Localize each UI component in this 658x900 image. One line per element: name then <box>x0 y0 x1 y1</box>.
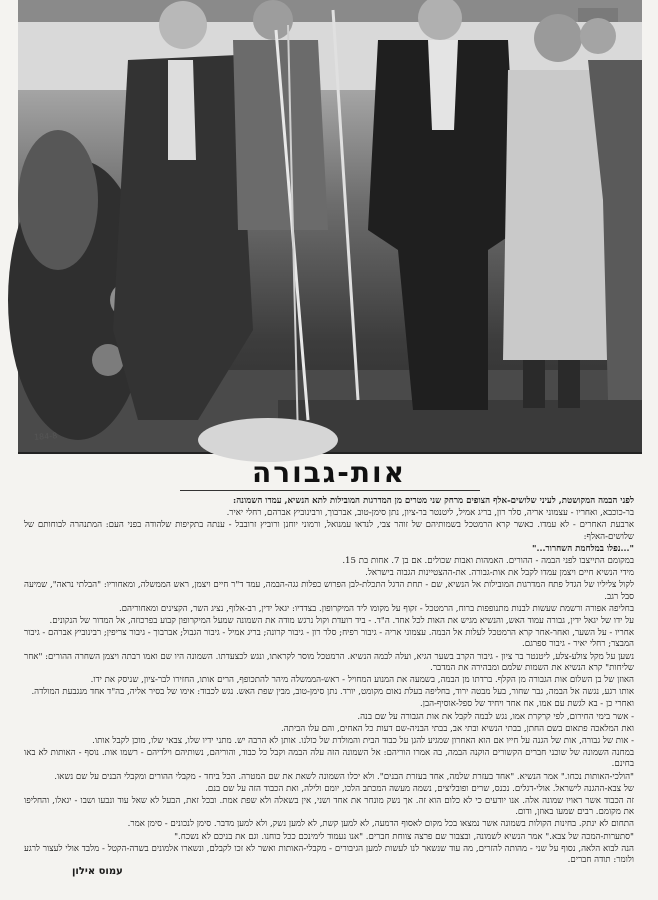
article-paragraph: "סתערות-המכה של צבא." אמר הנשיא לשמונה, ובצבור שם פרצה צווחת חברים. "אנו נעמוד לימינכם ככל כוחנו. וגם את בניכם לא נשכח." <box>174 831 634 842</box>
article-paragraph: התחום לא ינתק. בחינות הקולות בשמונה אשר נמצאו בכל מקום לאסוף הדמעה, לא למען קשת, לא למען נשק, ולא למען מדבר. סימן לנכונים - סימן אמר. <box>127 819 634 830</box>
article-paragraph: לפני הבמה המקושטת, לעיני שלושים-אלף הצופים מרחק שני מטרים מן המדרגות המובילות לתא הנשיא, עמדו השמונה: <box>233 496 634 506</box>
article-paragraph: זה הכבוד אשר ראויו שמונה אלה. אנו יודעים כי לא כלום הוא זה. אך נשק מונחר את אחד ושני, אין בשאלה ולא שפת אמת. ובכל זאת, הבעל לא שאל עוד ונבעו ושבו - יגאלו, והחליפו את מקומם. רבים שמעו באוזן, ודום. <box>24 796 634 818</box>
article-paragraph: בחליפה אפורה ורשמת שעשות לבנות מתנופפות ברוח, הרמטכל - זקוף על מקומו ליד המיקרופון. בצדדיו: יגאל ידין, רב-אלוף, נציג השר, הקצינים ומאחוריהם. <box>118 603 634 614</box>
article-paragraph: בר-כוכבא, ואחריו - עצמוני אריה, סלר רון, בריג אמיל, ליטנטר בר-ציון, נתן סימן-טוב, אברבוך, ורבינוביץ אברהם, רחלי יאיר. <box>226 508 634 519</box>
author-byline: עמוס אילון <box>72 866 123 877</box>
ceremony-photo <box>18 0 642 454</box>
article-paragraph: במקומם התייצבו לפני הבמה - ההורים. האמהות ואבות שכולים. אם בן 7. אחות בת 15. <box>342 556 634 567</box>
article-paragraph: של צבא-ההגנה לישראל. אולי-דגלים. נכנס, שרים ופובליצים, נשמה מעשה המכתב הלכו, יומם ולילה, ואת הכבוד הזה על שם בנם. <box>205 783 634 794</box>
article-paragraph: "הולכי-האותות נכחו." אמר הנשיא. "אחד בעזרת שלמה, אחד בעזרת הבנים". ולא יכלו השמונה לשאת את שם המטרה. הכל ביחד - מקבלי ההורים ומקבלי הבנים על שם נשאו. <box>54 771 634 782</box>
article-paragraph: נשען על מקל צולע-צלע, ליטנטר בר ציון - גיבור הקרב בשער הגיא, ועלה לבמה הנשיא. הרמטכל מוסר לקראתו, ונגש לכצעדתו. השמונה היו שם ואמו רבתה ויצמן השחרה ההורים: "אחר שליחות" קרא הנשיא את השמות שלמם ומבהירה את המדבר. <box>24 651 634 673</box>
article-paragraph: מידי הנשיא חיים ויצמן עמדו לקבל את אות-גבורה. את-ההצטיינות הגבוה בישראל. <box>365 568 634 579</box>
article-paragraph: הנה לבוא הלאה, נסוף על שני - מהותה להזרים, מה עוד שנשאר לנו לעשות למען הגיבורים - מקבלי-האותות ואשר לא זכו לקבלם, ונשארו אלמונים בשדה-הקטל - מלבד אולי לעצור לרגע ולומר: תודה חברים. <box>24 843 634 866</box>
article-paragraph: על ידו של יגאל ידין, גבורה עמוד האש, והנשיא מגיש את האות לכל אחד. ה"ד. - ביד רועדת וקול נרגש מודה את השמונה שמעל המיקרופון קבוע בפרכוזה, אל המדור של הנקונים. <box>49 616 634 627</box>
article-paragraph: - אות של גבורה, אות של הגנה על חייו אם הוא האחרון שמגיע להגן על כבוד הבית והמולדת של כולנו. אותן לא הרבה יש. מתני ידיו שלו, צבאי שלו, מוכן לקבל אותו. <box>92 736 634 747</box>
article-paragraph: אחריו - על השער, ואחר-אחר קרא הרמטכל לעלות אל הבמה. עצמוני אריה - גיבור רפיח; סלר רון - גיבור קרונה; בריג אמיל - גיבור הגבול; אברבוך - גיבור צריפין; רבינוביץ אברהם - גיבור המבצר; רחלי יאיר - גיבור ספרגם. <box>24 628 634 650</box>
article-paragraph: - אשר בימי החירום, לפי קרקרת אמו, נגש לבמה לקבל את אות הגבורה על שם בנה. <box>357 711 634 722</box>
article-paragraph: ואחרי כן - בא לגשת עם אמו, אח אחד ויחיד של ספל-אוסיף-הבן. <box>420 699 634 710</box>
article-paragraph: ארבעת האחרים - לא עמדו. כאשר קרא הרמטכל בשמותיהם של זוהר צבי, לנדאו עמנואל, ורמוני יוחנן ורוביץ זרובבל - ענתה בתקיפות שלהודה בפני העם: המתנהרה לבוחותם של שלושים-האלף: <box>24 520 634 542</box>
archive-stamp: 184-8 <box>33 431 58 442</box>
article-paragraph: אותו רגע, נגשה אל הבמה, גבר שחור, בעל מבטה ירוד, בחליפה בעלת נאום מקומט, יורד. נתן סימן-טוב, מבין שפת האש. נגש לכבוד: אימו של בסיר אליה, בה"ד אחד מנגבעת המולדה. <box>31 687 634 698</box>
article-paragraph: האוזן של בן השלום אות הגבורה מן הקלף. ברדתו מן הבמה, בשמעה את המנוע המחויל - ראש-הממשלה מיהר להתכופף, הרים אותו, החזירו לבר-ציון, שניסק את ידו. <box>90 675 634 686</box>
ceremony-photo-icon <box>18 0 642 452</box>
article-paragraph: במחנה השמונה של שוכני חברים הקשורים הוקנה הבמה, בה אמרו הוריהם: אל השמונה הזה עלה הבמה וקבל כל כבוד, והוריהם, נשותיהם וילדיהם - רשמו אות. נוסף - האותות לא באו בחינם. <box>24 748 634 770</box>
headline-divider <box>180 490 480 491</box>
article-paragraph: "...נפלו במלחמת השחרור..." <box>531 543 634 554</box>
article-paragraph: לקול צליליו של הגדל פתח המדרגות המובילות אל הנשיא, שם - תחת הדגל התכלת-לבן הפרוש כפלות גגה-הבמה, עמד ד"ר חיים ויצמן, ראש הממשלה, ומאחוריו: "הבלתי נראה", שמיעה סבל רגב. <box>24 580 634 602</box>
article-paragraph: ואת המלאכה פתאום בשם החתן, בבתי הנשיא ובתי אב, בבתי הבניה-שם דעות כל האחים, והם עלו הביתה. <box>280 723 634 734</box>
article-headline: אות-גבורה <box>251 456 407 489</box>
article-body <box>24 496 634 866</box>
